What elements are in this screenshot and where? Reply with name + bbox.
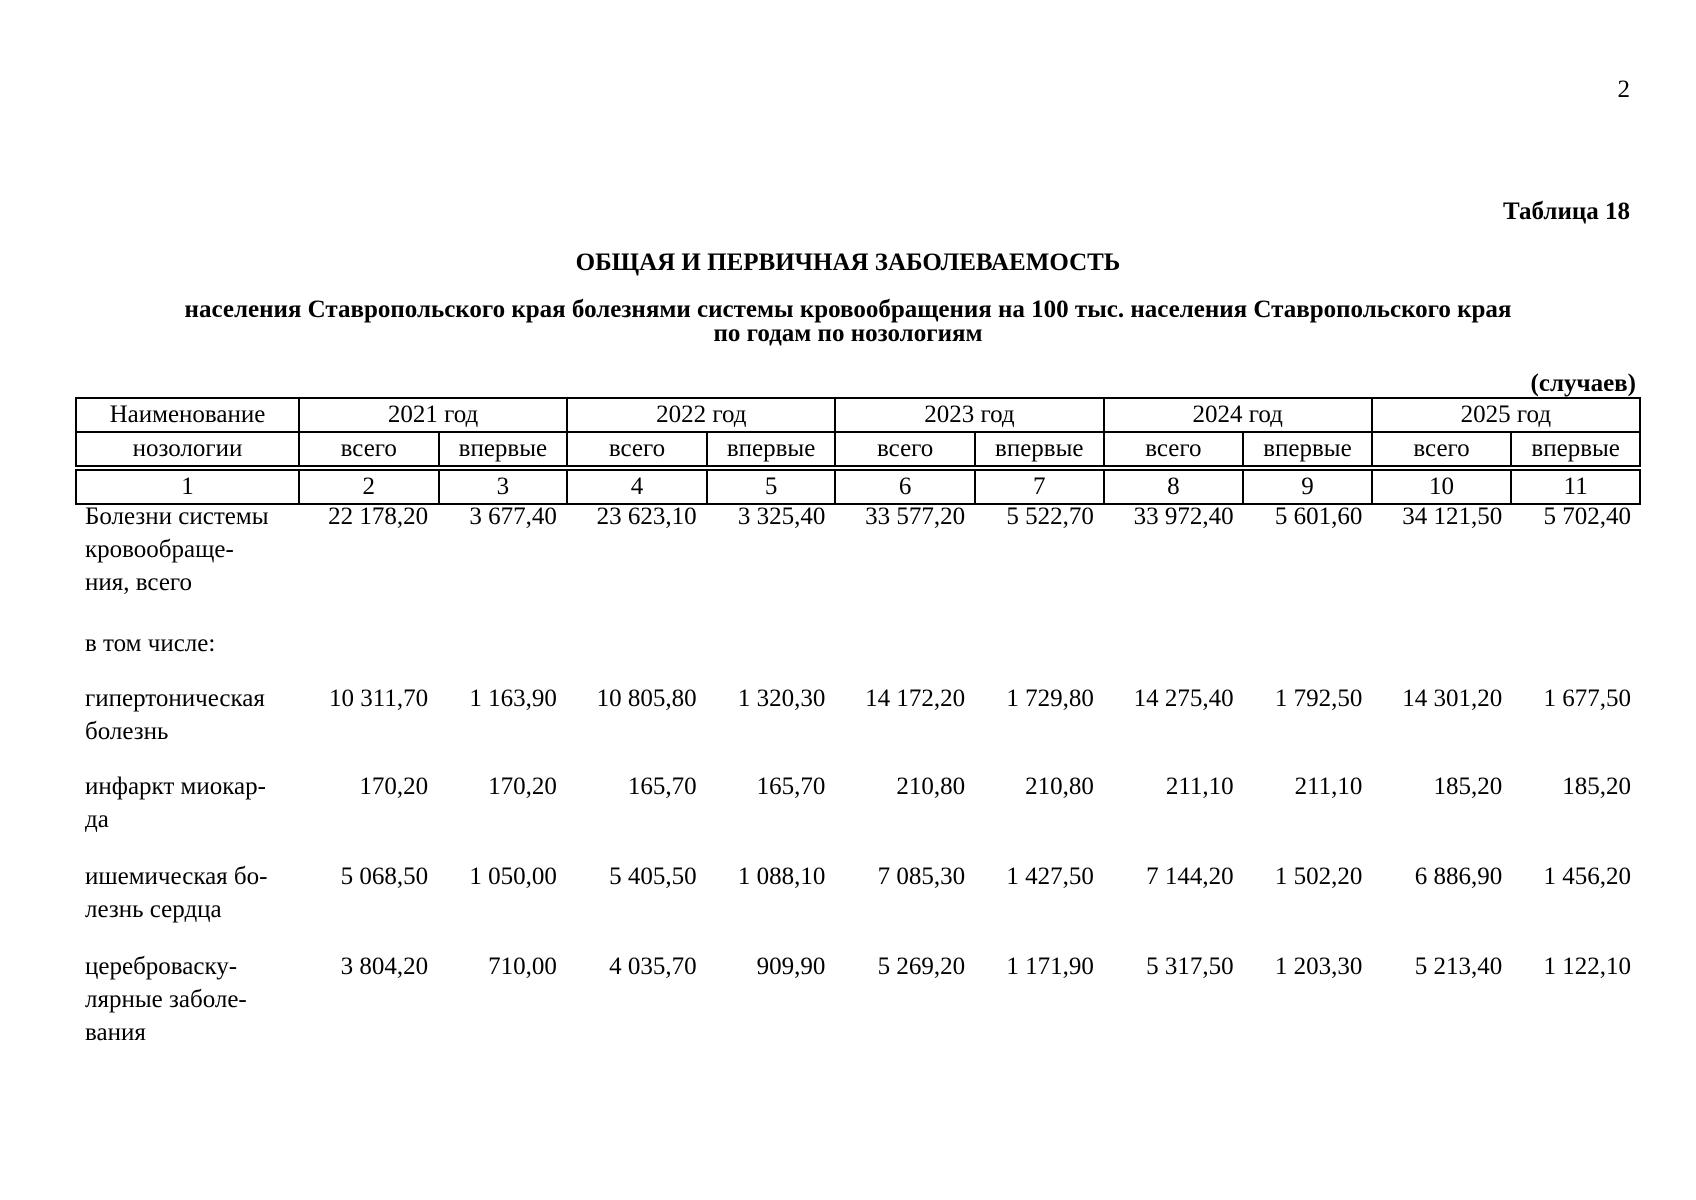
row-value: 33 577,20 — [865, 503, 966, 530]
row-value: 1 502,20 — [1274, 863, 1363, 890]
row-name — [75, 500, 298, 627]
row-value: 5 213,40 — [1414, 953, 1503, 980]
row-value: 210,80 — [1025, 773, 1094, 800]
row-value: 4 035,70 — [609, 953, 697, 980]
col-number: 7 — [975, 470, 1104, 504]
col-number: 5 — [707, 470, 836, 504]
row-value: 1 163,90 — [469, 685, 557, 712]
table-row — [75, 770, 1641, 860]
header-sub-first: впервые — [707, 432, 836, 466]
row-value: 1 792,50 — [1274, 685, 1363, 712]
header-year-2023: 2023 год — [835, 398, 1103, 432]
row-name-line: гипертоническая — [85, 685, 265, 712]
row-value: 3 325,40 — [737, 503, 826, 530]
row-value: 1 456,20 — [1543, 863, 1631, 890]
table-row — [75, 627, 1641, 682]
row-name — [75, 950, 298, 1049]
row-value: 3 804,20 — [340, 953, 429, 980]
row-value: 185,20 — [1433, 773, 1503, 800]
row-name — [75, 682, 298, 770]
row-value: 1 677,50 — [1543, 685, 1631, 712]
document-subtitle — [0, 298, 1696, 346]
header-sub-first: впервые — [1243, 432, 1372, 466]
col-number: 4 — [567, 470, 707, 504]
header-sub-first: впервые — [439, 432, 568, 466]
row-value: 1 427,50 — [1006, 863, 1094, 890]
document-title: ОБЩАЯ И ПЕРВИЧНАЯ ЗАБОЛЕВАЕМОСТЬ — [575, 249, 1121, 276]
row-value: 5 601,60 — [1274, 503, 1363, 530]
table-row — [75, 500, 1641, 627]
row-value: 1 088,10 — [737, 863, 826, 890]
data-table — [75, 500, 1641, 1049]
header-sub-total: всего — [1104, 432, 1244, 466]
row-value: 5 702,40 — [1543, 503, 1631, 530]
col-number: 8 — [1104, 470, 1244, 504]
row-value: 5 317,50 — [1146, 953, 1234, 980]
row-name-line: ишемическая бо- — [85, 863, 268, 890]
row-value: 7 085,30 — [877, 863, 966, 890]
header-sub-first: впервые — [1511, 432, 1640, 466]
row-name-line: лярные заболе- — [85, 986, 247, 1013]
row-value: 185,20 — [1562, 773, 1631, 800]
row-value: 5 269,20 — [877, 953, 966, 980]
row-value: 5 405,50 — [609, 863, 697, 890]
row-name-line: кровообраще- — [85, 536, 234, 563]
col-number: 1 — [76, 470, 299, 504]
row-value: 170,20 — [488, 773, 557, 800]
header-year-2022: 2022 год — [567, 398, 835, 432]
row-name-line: да — [85, 806, 109, 833]
row-value: 211,10 — [1294, 773, 1363, 800]
subtitle-line-2: по годам по нозологиям — [713, 320, 983, 347]
col-number: 10 — [1372, 470, 1512, 504]
row-value: 14 301,20 — [1402, 685, 1503, 712]
subtitle-line-1: населения Ставропольского края болезнями системы кровообращения на 100 тыс. населения Ставропольского края — [184, 296, 1512, 323]
row-value: 10 311,70 — [329, 685, 429, 712]
header-sub-total: всего — [835, 432, 975, 466]
row-name-line: в том числе: — [85, 630, 216, 657]
row-value: 6 886,90 — [1414, 863, 1503, 890]
row-name-line: цереброваску- — [85, 953, 238, 980]
row-name-line: лезнь сердца — [85, 896, 222, 923]
row-name-line: Болезни системы — [85, 503, 269, 530]
row-value: 1 203,30 — [1274, 953, 1363, 980]
header-sub-total: всего — [1372, 432, 1512, 466]
col-number: 2 — [299, 470, 439, 504]
header-sub-total: всего — [299, 432, 439, 466]
row-value: 22 178,20 — [328, 503, 429, 530]
header-year-2025: 2025 год — [1372, 398, 1640, 432]
row-name-line: вания — [85, 1019, 146, 1046]
row-value: 1 050,00 — [469, 863, 557, 890]
row-value: 7 144,20 — [1146, 863, 1234, 890]
row-value: 14 275,40 — [1133, 685, 1234, 712]
col-number: 6 — [835, 470, 975, 504]
row-name-line: болезнь — [85, 718, 169, 745]
row-value: 34 121,50 — [1402, 503, 1503, 530]
row-value: 210,80 — [896, 773, 966, 800]
row-name — [75, 627, 1641, 682]
table-label: Таблица 18 — [1502, 198, 1630, 225]
table-row — [75, 950, 1641, 1049]
page-number: 2 — [1617, 76, 1630, 103]
header-year-2021: 2021 год — [299, 398, 567, 432]
row-value: 1 171,90 — [1006, 953, 1094, 980]
row-name-line: ния, всего — [85, 569, 193, 596]
row-value: 710,00 — [488, 953, 557, 980]
row-value: 170,20 — [359, 773, 429, 800]
header-name-line-2: нозологии — [76, 432, 299, 466]
row-value: 14 172,20 — [865, 685, 966, 712]
row-value: 10 805,80 — [596, 685, 697, 712]
row-value: 165,70 — [627, 773, 697, 800]
row-value: 211,10 — [1165, 773, 1234, 800]
row-name — [75, 860, 298, 950]
table-row — [75, 682, 1641, 770]
row-value: 23 623,10 — [596, 503, 697, 530]
header-sub-total: всего — [567, 432, 707, 466]
col-number: 3 — [439, 470, 568, 504]
header-sub-first: впервые — [975, 432, 1104, 466]
row-value: 1 320,30 — [737, 685, 826, 712]
row-name — [75, 770, 298, 860]
row-value: 1 729,80 — [1006, 685, 1094, 712]
row-value: 3 677,40 — [469, 503, 557, 530]
units-label: (случаев) — [1530, 370, 1636, 397]
header-name-line-1: Наименование — [76, 398, 299, 432]
row-value: 165,70 — [756, 773, 826, 800]
row-name-line: инфаркт миокар- — [85, 773, 266, 800]
table-row — [75, 860, 1641, 950]
row-value: 909,90 — [756, 953, 826, 980]
table-header — [75, 397, 1641, 505]
col-number: 11 — [1511, 470, 1640, 504]
header-year-2024: 2024 год — [1104, 398, 1372, 432]
row-value: 1 122,10 — [1543, 953, 1631, 980]
col-number: 9 — [1243, 470, 1372, 504]
row-value: 33 972,40 — [1133, 503, 1234, 530]
row-value: 5 068,50 — [340, 863, 429, 890]
row-value: 5 522,70 — [1006, 503, 1094, 530]
